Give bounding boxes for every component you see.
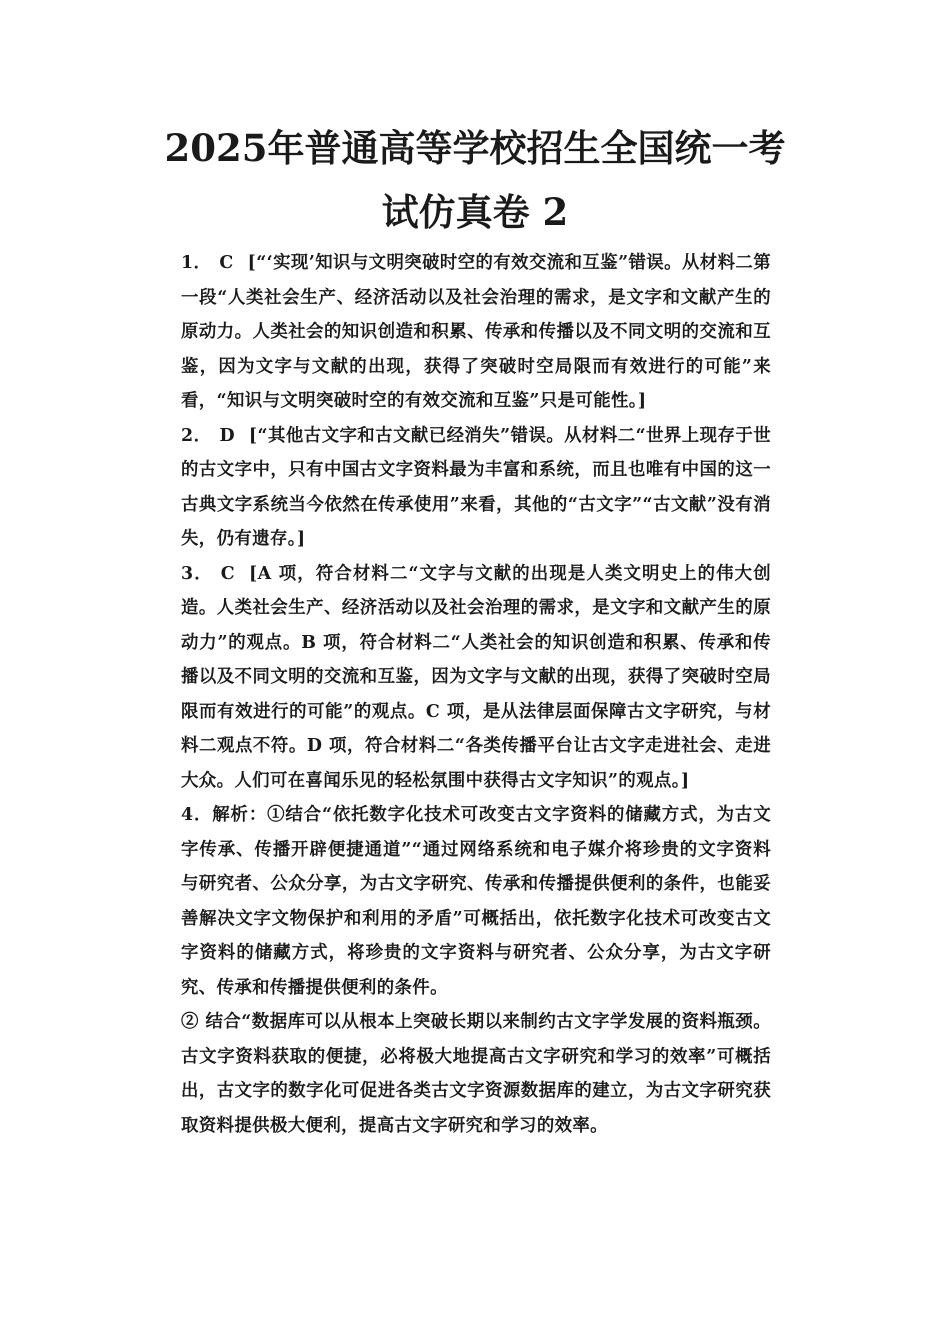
item-explanation: [“‘实现’知识与文明突破时空的有效交流和互鉴”错误。从材料二第一段“人类社会生产、经济活动以及社会治理的需求，是文字和文献产生的原动力。人类社会的知识创造和积累、传承和传播以及不同文明的交流和互鉴，因为文字与文献的出现，获得了突破时空局限而有效进行的可能”来看，“知识与文明突破时空的有效交流和互鉴”只是可能性。]: [181, 253, 771, 411]
item-answer: C: [220, 563, 236, 584]
item-number: 3．: [181, 563, 213, 584]
answer-item-2: [181, 419, 771, 557]
item-answer: D: [219, 425, 235, 446]
answer-item-1: [181, 246, 771, 419]
item-4-point-2: ② 结合“数据库可以从根本上突破长期以来制约古文字学发展的资料瓶颈。古文字资料获取的便捷，必将极大地提高古文字研究和学习的效率”可概括出，古文字的数字化可促进各类古文字资源数据库的建立，为古文字研究获取资料提供极大便利，提高古文字研究和学习的效率。: [181, 1012, 771, 1136]
answer-body: [181, 246, 771, 1143]
answer-item-4-part-2: [181, 1005, 771, 1143]
document-title-line-1: 2025年普通高等学校招生全国统一考: [164, 126, 786, 170]
item-4-point-1: ①结合“依托数字化技术可改变古文字资料的储藏方式，为古文字传承、传播开辟便捷通道”“通过网络系统和电子媒介将珍贵的文字资料与研究者、公众分享，为古文字研究、传承和传播提供便利的条件，也能妥善解决文字文物保护和利用的矛盾”可概括出，依托数字化技术可改变古文字资料的储藏方式，将珍贵的文字资料与研究者、公众分享，为古文字研究、传承和传播提供便利的条件。: [181, 805, 771, 998]
answer-item-4-part-1: [181, 798, 771, 1005]
item-number: 2．: [181, 425, 212, 446]
item-explanation: [“其他古文字和古文献已经消失”错误。从材料二“世界上现存于世的古文字中，只有中国古文字资料最为丰富和系统，而且也唯有中国的这一古典文字系统当今依然在传承使用”来看，其他的“古文字”“古文献”没有消失，仍有遗存。]: [181, 425, 772, 549]
item-answer: C: [219, 253, 234, 273]
document-title-line-2: 试仿真卷 2: [381, 190, 569, 234]
item-explanation: [A 项，符合材料二“文字与文献的出现是人类文明史上的伟大创造。人类社会生产、经济活动以及社会治理的需求，是文字和文献产生的原动力”的观点。B 项，符合材料二“人类社会的知识创造和积累、传承和传播以及不同文明的交流和互鉴，因为文字与文献的出现，获得了突破时空局限而有效进行的可能”的观点。C 项，是从法律层面保障古文字研究，与材料二观点不符。D 项，符合材料二“各类传播平台让古文字走进社会、走进大众。人们可在喜闻乐见的轻松氛围中获得古文字知识”的观点。]: [181, 563, 771, 791]
item-4-label: 4．解析：: [181, 805, 268, 825]
answer-item-3: [181, 557, 771, 799]
item-number: 1．: [181, 253, 212, 273]
